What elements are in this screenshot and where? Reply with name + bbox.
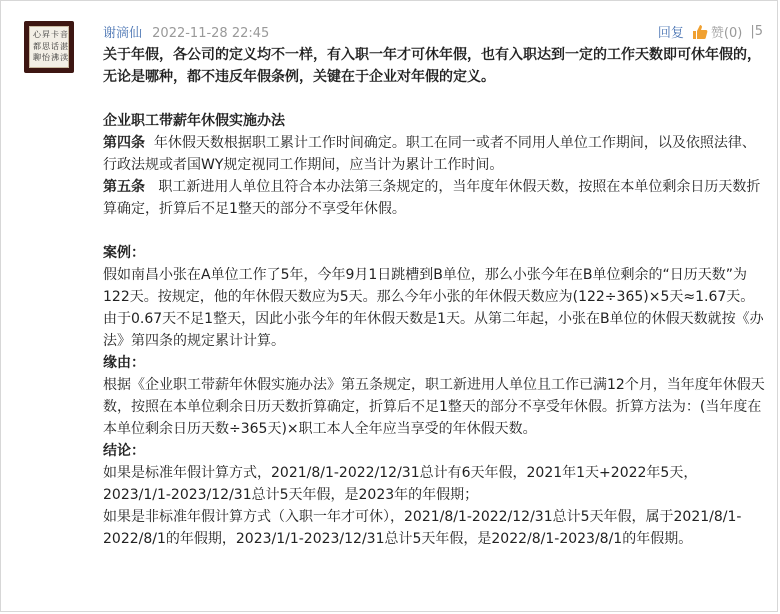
avatar-char: 话 <box>51 41 59 51</box>
reply-button[interactable]: 回复 <box>657 26 684 41</box>
more-indicator: |5 <box>750 24 763 39</box>
avatar-char: 卡 <box>51 30 59 39</box>
conclusion-2: 如果是非标准年假计算方式（入职一年才可休），2021/8/1-2022/12/31总计5天年假，属于2021/8/1-2022/8/1的年假期，2023/1/1-2023/12/31总计5天年假，是2022/8/1-2023/8/1的年假期。 <box>103 509 742 547</box>
article-4-text: 年休假天数根据职工累计工作时间确定。职工在同一或者不同用人单位工作期间，以及依照法律、行政法规或者国WY规定视同工作期间，应当计为累计工作时间。 <box>103 135 756 173</box>
comment-actions <box>658 22 763 41</box>
avatar-char: 都 <box>33 41 41 51</box>
comment-datetime: 2022-11-28 22:45 <box>152 26 270 41</box>
article-4-label: 第四条 <box>103 135 145 151</box>
article-5-label: 第五条 <box>103 179 145 195</box>
avatar-char: 聊 <box>33 53 41 63</box>
comment-header <box>103 22 763 40</box>
avatar[interactable] <box>24 21 74 73</box>
conclusion-heading: 结论： <box>103 443 145 459</box>
avatar-seal-image <box>29 26 69 68</box>
law-title: 企业职工带薪年休假实施办法 <box>103 113 285 129</box>
article-5-text: 职工新进用人单位且符合本办法第三条规定的，当年度年休假天数，按照在本单位剩余日历天数折算确定，折算后不足1整天的部分不享受年休假。 <box>103 179 761 217</box>
reason-heading: 缘由： <box>103 355 145 371</box>
intro-paragraph: 关于年假，各公司的定义均不一样，有入职一年才可休年假，也有入职达到一定的工作天数即可休年假的，无论是哪种，都不违反年假条例，关键在于企业对年假的定义。 <box>103 47 761 85</box>
avatar-char: 沸 <box>51 53 59 63</box>
avatar-char: 心 <box>33 30 41 39</box>
reason-text: 根据《企业职工带薪年休假实施办法》第五条规定，职工新进用人单位且工作已满12个月，当年度年休假天数，按照在本单位剩余日历天数折算确定，折算后不足1整天的部分不享受年休假。折算方法为：(当年度在本单位剩余日历天数÷365天)×职工本人全年应当享受的年休假天数。 <box>103 377 765 437</box>
comment-body <box>103 44 765 550</box>
avatar-char: 音 <box>60 30 68 39</box>
author-name[interactable]: 谢滴仙 <box>103 26 143 41</box>
like-count: 赞(0) <box>710 26 743 41</box>
article-5 <box>103 176 765 220</box>
avatar-char: 昇 <box>42 30 50 39</box>
case-text: 假如南昌小张在A单位工作了5年，今年9月1日跳槽到B单位，那么小张今年在B单位剩余的“日历天数”为122天。按规定，他的年休假天数应为5天。那么今年小张的年休假天数应为(122÷365)×5天≈1.67天。由于0.67天不足1整天，因此小张今年的年休假天数是1天。从第二年起，小张在B单位的休假天数就按《办法》第四条的规定累计计算。 <box>103 267 764 349</box>
avatar-char: 怡 <box>42 53 50 63</box>
avatar-char: 渎 <box>60 53 68 63</box>
thumbs-up-icon <box>692 24 708 40</box>
avatar-char: 湛 <box>60 41 68 51</box>
article-4 <box>103 132 765 176</box>
like-button[interactable] <box>692 22 742 41</box>
avatar-char: 思 <box>42 41 50 51</box>
conclusion-1: 如果是标准年假计算方式，2021/8/1-2022/12/31总计有6天年假，2021年1天+2022年5天，2023/1/1-2023/12/31总计5天年假，是2023年的年假期； <box>103 465 698 503</box>
case-heading: 案例： <box>103 245 145 261</box>
